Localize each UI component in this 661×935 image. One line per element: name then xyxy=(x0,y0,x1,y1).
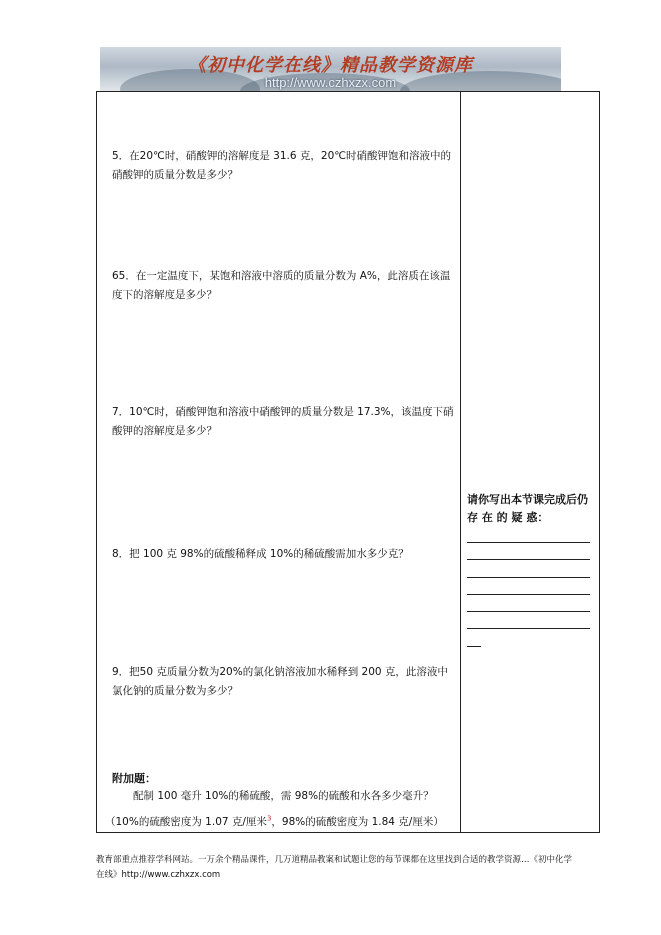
density-note xyxy=(105,814,444,829)
header-banner xyxy=(100,47,561,91)
table-column-divider xyxy=(460,91,461,833)
answer-line[interactable] xyxy=(467,577,590,578)
doubts-heading: 请你写出本节课完成后仍 存 在 的 疑 惑： xyxy=(467,493,588,524)
density-note-part1: （10%的硫酸密度为 1.07 克/厘米 xyxy=(105,816,267,828)
answer-line[interactable] xyxy=(467,628,590,629)
question-5: 5．在20℃时，硝酸钾的溶解度是 31.6 克，20℃时硝酸钾饱和溶液中的硝酸钾的质量分数是多少？ xyxy=(112,150,452,181)
worksheet-table xyxy=(96,91,600,833)
density-note-part2: ，98%的硫酸密度为 1.84 克/厘米） xyxy=(271,816,444,828)
question-7: 7．10℃时，硝酸钾饱和溶液中硝酸钾的质量分数是 17.3%，该温度下硝酸钾的溶解度是多少？ xyxy=(112,406,454,437)
answer-line-end[interactable] xyxy=(467,646,481,647)
answer-line[interactable] xyxy=(467,594,590,595)
answer-line[interactable] xyxy=(467,611,590,612)
footer-text: 教育部重点推荐学科网站。一万余个精品课件，几万道精品教案和试题让您的每节课都在这里找到合适的教学资源…《初中化学在线》http://www.czhxzx.com xyxy=(96,855,573,880)
superscript-3: 3 xyxy=(266,814,272,823)
question-9: 9．把50 克质量分数为20%的氯化钠溶液加水稀释到 200 克，此溶液中氯化钠的质量分数为多少？ xyxy=(112,666,448,697)
banner-url[interactable]: http://www.czhxzx.com xyxy=(264,75,397,90)
answer-line[interactable] xyxy=(467,542,590,543)
extra-question-title: 附加题： xyxy=(112,772,156,785)
banner-title: 《初中化学在线》精品教学资源库 xyxy=(188,55,473,76)
question-8: 8．把 100 克 98%的硫酸稀释成 10%的稀硫酸需加水多少克？ xyxy=(112,548,409,560)
extra-question: 配制 100 毫升 10%的稀硫酸，需 98%的硫酸和水各多少毫升？ xyxy=(133,790,434,802)
question-6: 65．在一定温度下，某饱和溶液中溶质的质量分数为 A%，此溶质在该温度下的溶解度是多少？ xyxy=(112,270,451,301)
answer-line[interactable] xyxy=(467,559,590,560)
